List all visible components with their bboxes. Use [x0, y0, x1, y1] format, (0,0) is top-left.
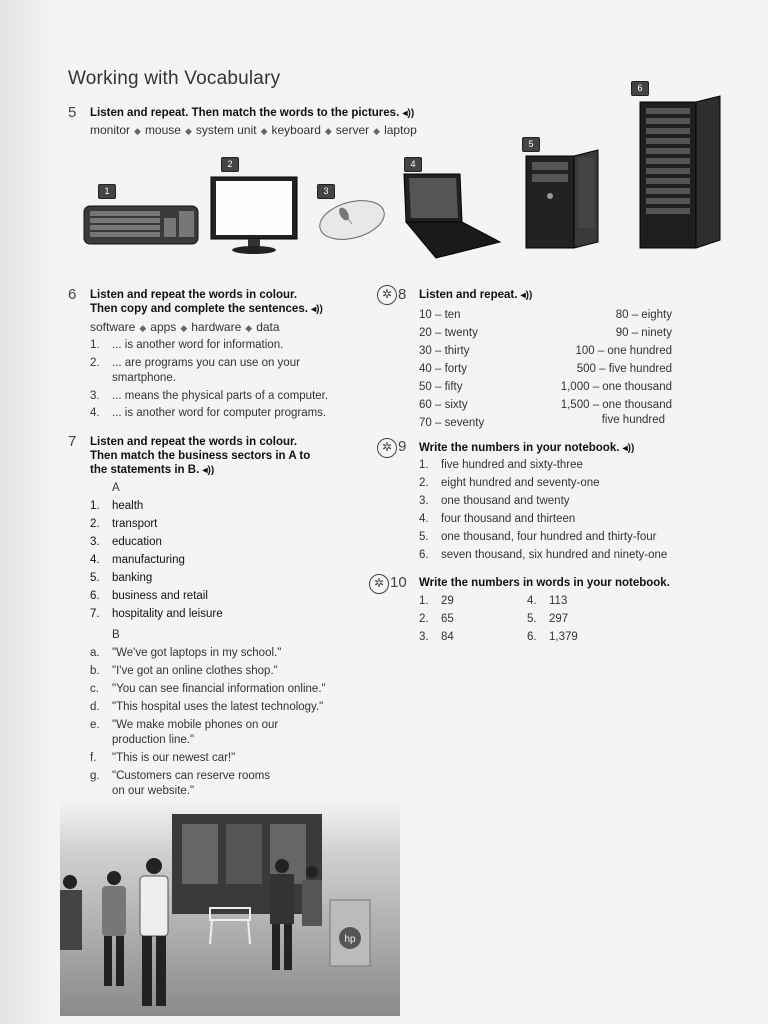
audio-icon[interactable]: ◂)) — [520, 290, 533, 301]
picture-badge-2: 2 — [221, 157, 239, 172]
list-item: a. "We've got laptops in my school." — [90, 647, 282, 659]
exercise-5-instruction: Listen and repeat. Then match the words to the pictures. ◂)) — [90, 107, 415, 119]
list-item: smartphone. — [112, 372, 176, 384]
word: hardware — [191, 320, 242, 334]
audio-icon[interactable]: ◂)) — [402, 108, 415, 119]
list-item: 6. business and retail — [90, 590, 208, 602]
list-item: 2. eight hundred and seventy-one — [419, 477, 600, 489]
word: monitor — [90, 123, 131, 137]
exercise-5-number: 5 — [68, 104, 77, 121]
audio-icon[interactable]: ◂)) — [202, 465, 215, 476]
number-word-pair: five hundred — [601, 414, 665, 426]
list-item: 6. 1,379 — [527, 631, 578, 643]
trade-show-photo — [60, 800, 400, 1016]
number-word-pair: 30 – thirty — [419, 345, 470, 357]
number-word-pair: 90 – ninety — [615, 327, 672, 339]
list-item: 1. 29 — [419, 595, 454, 607]
list-item: 5. banking — [90, 572, 153, 584]
page-edge-shadow — [0, 0, 60, 1024]
list-item: b. "I've got an online clothes shop." — [90, 665, 278, 677]
page-title: Working with Vocabulary — [68, 68, 281, 89]
word: server — [335, 123, 370, 137]
list-item: production line." — [112, 734, 195, 746]
audio-icon[interactable]: ◂)) — [311, 304, 323, 315]
picture-badge-1: 1 — [98, 184, 116, 199]
picture-badge-4: 4 — [404, 157, 422, 172]
list-item: d. "This hospital uses the latest technology." — [90, 701, 324, 713]
globe-icon: ✲ — [377, 438, 397, 458]
svg-text:hp: hp — [344, 934, 356, 945]
word: apps — [150, 320, 177, 334]
column-a-heading: A — [112, 482, 120, 494]
exercise-8-instruction: Listen and repeat. ◂)) — [419, 289, 533, 301]
list-item: 3. education — [90, 536, 162, 548]
exercise-9-number: 9 — [398, 438, 407, 455]
list-item: 3. ... means the physical parts of a computer. — [90, 390, 329, 402]
exercise-8-number: 8 — [398, 286, 407, 303]
globe-icon: ✲ — [369, 574, 389, 594]
picture-badge-6: 6 — [631, 81, 649, 96]
list-item: 3. one thousand and twenty — [419, 495, 570, 507]
monitor-picture — [208, 174, 300, 256]
list-item: 6. seven thousand, six hundred and ninety-one — [419, 549, 668, 561]
list-item: e. "We make mobile phones on our — [90, 719, 279, 731]
globe-icon: ✲ — [377, 285, 397, 305]
list-item: on our website." — [112, 785, 195, 797]
number-word-pair: 1,500 – one thousand — [560, 399, 672, 411]
system-unit-picture — [522, 148, 602, 252]
exercise-6-word-list: software ◆ apps ◆ hardware ◆ data — [90, 320, 280, 334]
exercise-9-instruction: Write the numbers in your notebook. ◂)) — [419, 442, 635, 454]
word: laptop — [384, 123, 417, 137]
server-picture — [636, 94, 724, 252]
number-word-pair: 40 – forty — [419, 363, 467, 375]
exercise-7-instruction: Listen and repeat the words in colour. Then match the business sectors in A to the statements in B. ◂)) — [90, 436, 311, 476]
list-item: 5. 297 — [527, 613, 569, 625]
list-item: 3. 84 — [419, 631, 454, 643]
list-item: 2. 65 — [419, 613, 454, 625]
keyboard-picture — [82, 202, 200, 246]
list-item: 2. ... are programs you can use on your — [90, 357, 300, 369]
number-word-pair: 20 – twenty — [419, 327, 478, 339]
list-item: g. "Customers can reserve rooms — [90, 770, 271, 782]
number-word-pair: 50 – fifty — [419, 381, 463, 393]
list-item: 4. four thousand and thirteen — [419, 513, 576, 525]
exercise-10-number: 10 — [390, 574, 407, 591]
number-word-pair: 80 – eighty — [615, 309, 672, 321]
picture-badge-5: 5 — [522, 137, 540, 152]
exercise-7-number: 7 — [68, 433, 77, 450]
number-word-pair: 60 – sixty — [419, 399, 468, 411]
number-word-pair: 1,000 – one thousand — [560, 381, 672, 393]
word: system unit — [195, 123, 257, 137]
number-word-pair: 70 – seventy — [419, 417, 485, 429]
list-item: 5. one thousand, four hundred and thirty-four — [419, 531, 657, 543]
word: keyboard — [271, 123, 321, 137]
list-item: 4. ... is another word for computer programs. — [90, 407, 327, 419]
list-item: c. "You can see financial information online." — [90, 683, 326, 695]
list-item: f. "This is our newest car!" — [90, 752, 236, 764]
list-item: 1. ... is another word for information. — [90, 339, 284, 351]
number-word-pair: 500 – five hundred — [576, 363, 672, 375]
number-word-pair: 100 – one hundred — [575, 345, 672, 357]
list-item: 1. five hundred and sixty-three — [419, 459, 583, 471]
word: mouse — [144, 123, 181, 137]
laptop-picture — [400, 170, 504, 260]
exercise-5-word-list: monitor ◆ mouse ◆ system unit ◆ keyboard ◆ server ◆ laptop — [90, 123, 417, 137]
column-b-heading: B — [112, 629, 120, 641]
exercise-6-instruction: Listen and repeat the words in colour. Then copy and complete the sentences. ◂)) — [90, 289, 323, 315]
mouse-picture — [314, 196, 388, 242]
exercise-10-instruction: Write the numbers in words in your notebook. — [419, 577, 670, 589]
exercise-6-number: 6 — [68, 286, 77, 303]
list-item: 7. hospitality and leisure — [90, 608, 223, 620]
list-item: 4. 113 — [527, 595, 568, 607]
word: data — [256, 320, 280, 334]
list-item: 1. health — [90, 500, 144, 512]
picture-badge-3: 3 — [317, 184, 335, 199]
audio-icon[interactable]: ◂)) — [622, 443, 635, 454]
word: software — [90, 320, 136, 334]
number-word-pair: 10 – ten — [419, 309, 461, 321]
list-item: 4. manufacturing — [90, 554, 185, 566]
list-item: 2. transport — [90, 518, 158, 530]
